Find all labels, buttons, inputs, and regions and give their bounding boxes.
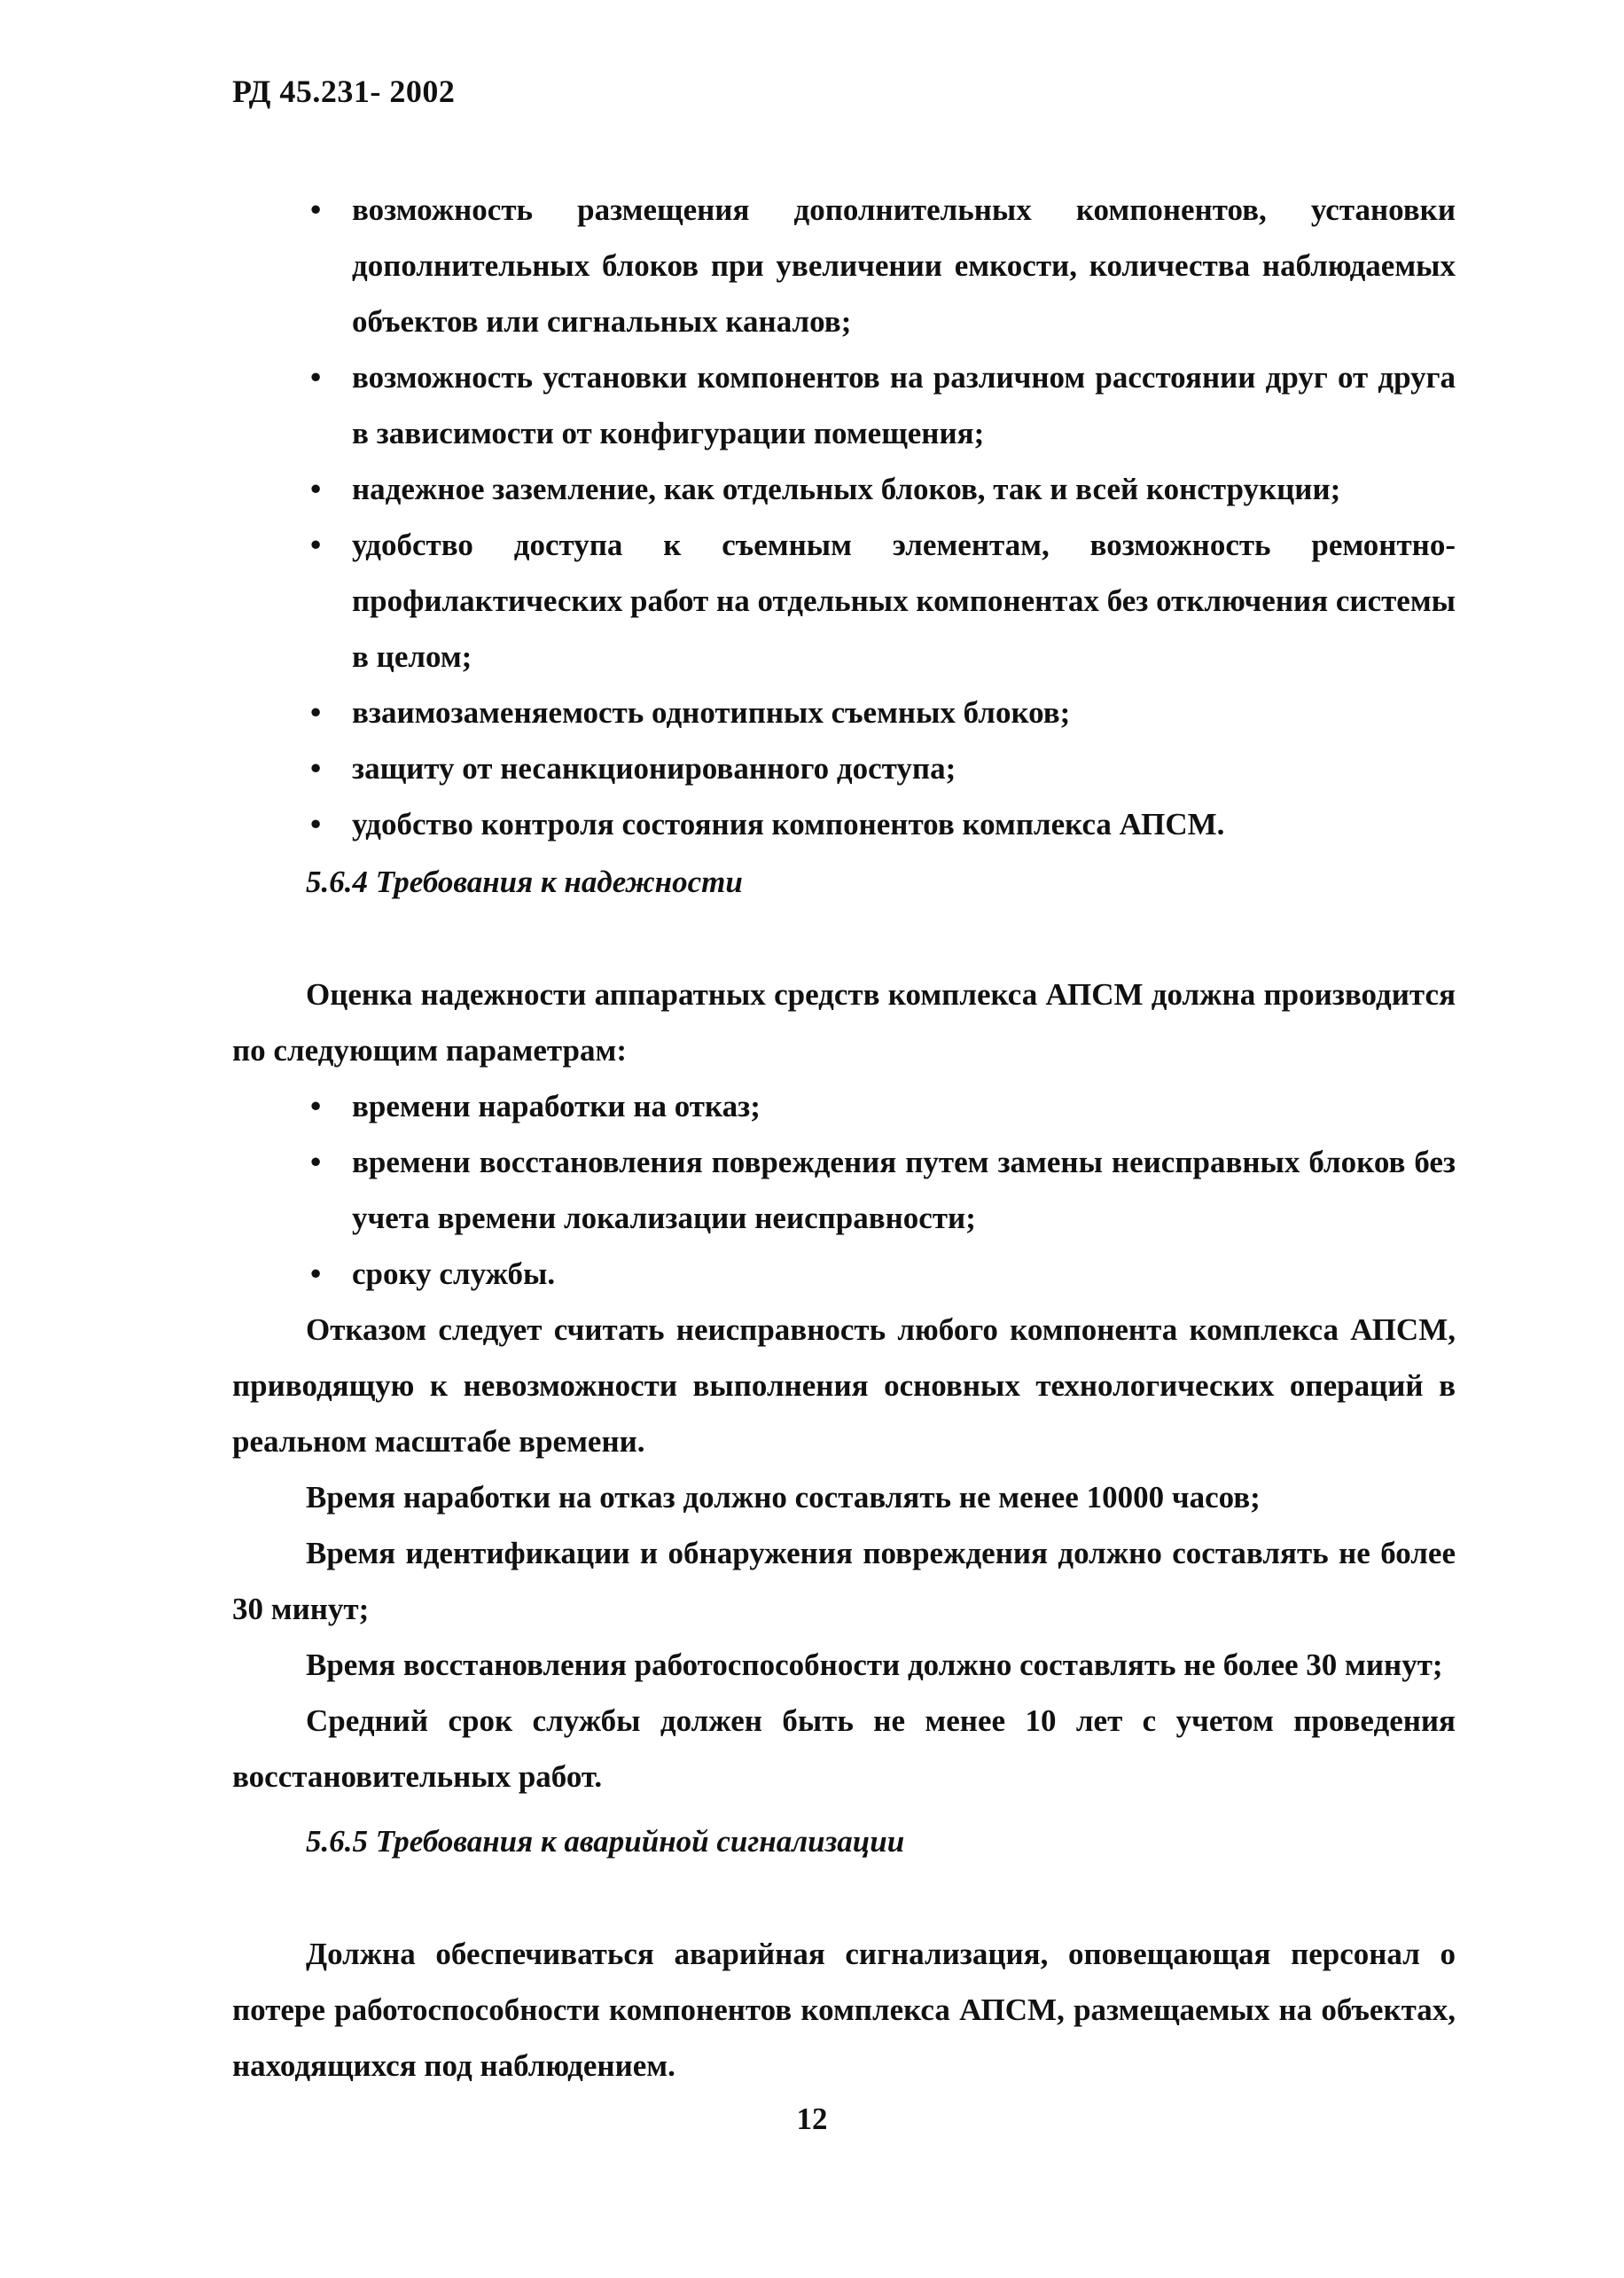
page-number: 12 [796, 2102, 828, 2136]
section-heading-alarm: 5.6.5 Требования к аварийной сигнализации [306, 1824, 905, 1859]
list-item: • возможность установки компонентов на различном расстоянии друг от друга в зависимости от конфигурации помещения; [232, 349, 1456, 461]
list-item: • взаимозаменяемость однотипных съемных блоков; [232, 685, 1456, 740]
paragraph-detection-time: Время идентификации и обнаружения повреждения должно составлять не более 30 минут; [232, 1536, 1456, 1626]
list-item: • сроку службы. [232, 1246, 1456, 1302]
paragraph-service-life: Средний срок службы должен быть не менее 10 лет с учетом проведения восстановительных работ. [232, 1703, 1456, 1794]
list-item: • удобство контроля состояния компонентов комплекса АПСМ. [232, 796, 1456, 852]
page-content [232, 182, 1456, 2094]
list-item: • возможность размещения дополнительных компонентов, установки дополнительных блоков при увеличении емкости, количества наблюдаемых объектов или сигнальных каналов; [232, 182, 1456, 349]
list-item: • удобство доступа к съемным элементам, возможность ремонтно-профилактических работ на отдельных компонентах без отключения системы в целом; [232, 517, 1456, 685]
paragraph-alarm: Должна обеспечиваться аварийная сигнализация, оповещающая персонал о потере работоспособности компонентов комплекса АПСМ, размещаемых на объектах, находящихся под наблюдением. [232, 1937, 1456, 2083]
reliability-intro: Оценка надежности аппаратных средств комплекса АПСМ должна производится по следующим параметрам: [232, 977, 1456, 1068]
list-item: • защиту от несанкционированного доступа; [232, 740, 1456, 796]
paragraph-failure-definition: Отказом следует считать неисправность любого компонента комплекса АПСМ, приводящую к невозможности выполнения основных технологических операций в реальном масштабе времени. [232, 1312, 1456, 1459]
document-id: РД 45.231- 2002 [232, 74, 456, 109]
paragraph-recovery-time: Время восстановления работоспособности должно составлять не более 30 минут; [306, 1648, 1443, 1682]
paragraph-mtbf: Время наработки на отказ должно составлять не менее 10000 часов; [306, 1480, 1261, 1515]
reliability-parameters-list [232, 1078, 1456, 1302]
list-item: • времени восстановления повреждения путем замены неисправных блоков без учета времени локализации неисправности; [232, 1134, 1456, 1246]
list-item: • надежное заземление, как отдельных блоков, так и всей конструкции; [232, 461, 1456, 517]
requirements-list [232, 182, 1456, 852]
list-item: • времени наработки на отказ; [232, 1078, 1456, 1134]
section-heading-reliability: 5.6.4 Требования к надежности [306, 865, 743, 899]
